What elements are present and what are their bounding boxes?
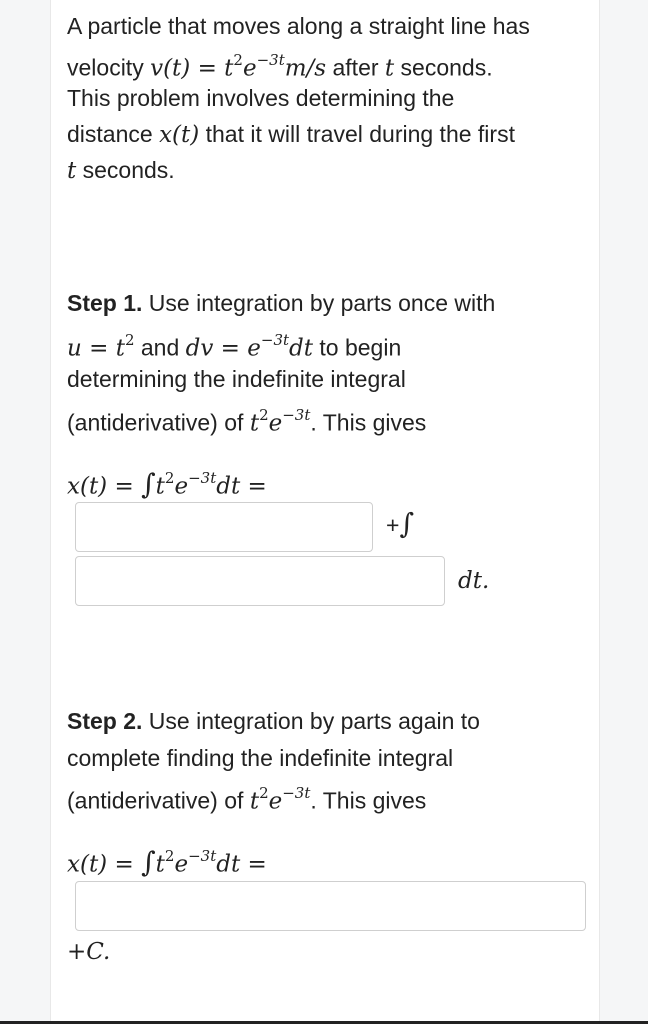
dt-suffix: dt. <box>458 568 490 594</box>
integral-symbol: ∫ <box>399 507 415 540</box>
problem-line-1: A particle that moves along a straight line has <box>67 13 530 39</box>
step2-answer-input[interactable] <box>75 881 586 931</box>
step1-line-3: determining the indefinite integral <box>67 366 406 392</box>
step2-line-2: complete finding the indefinite integral <box>67 745 454 771</box>
step1-line-2: $u = t^2$ and dv = $e^{-3t}dt$ to begin <box>67 331 402 362</box>
plus-constant: +C. <box>67 939 111 965</box>
step2-line-1: Step 2. Use integration by parts again to <box>67 708 480 734</box>
integral-symbol: ∫ <box>141 467 156 501</box>
step1-line-1: Step 1. Use integration by parts once with <box>67 290 496 316</box>
step1-line-4: (antiderivative) of $t^2e^{-3t}$. This gives <box>67 406 427 437</box>
integral-symbol: ∫ <box>141 845 156 879</box>
step1-answer-input-2[interactable] <box>75 556 445 606</box>
step1-answer-input-1[interactable] <box>75 502 373 552</box>
step2-line-3: (antiderivative) of $t^2e^{-3t}$. This gives <box>67 784 427 815</box>
problem-line-4: distance x(t) that it will travel during the first <box>67 121 515 148</box>
step1-equation: $x(t) = \int t^2e^{-3t}dt$ = <box>67 467 267 501</box>
step2-equation: $x(t) = \int t^2e^{-3t}dt$ = <box>67 845 267 879</box>
step1-label: Step 1. <box>67 290 143 316</box>
problem-line-3: This problem involves determining the <box>67 85 455 111</box>
problem-line-2: velocity $v(t) = t^2e^{-3t}m/s$ after t seconds. <box>67 51 493 82</box>
plus-integral: +∫ <box>386 507 415 540</box>
step2-label: Step 2. <box>67 708 143 734</box>
problem-line-5: t seconds. <box>67 157 175 184</box>
